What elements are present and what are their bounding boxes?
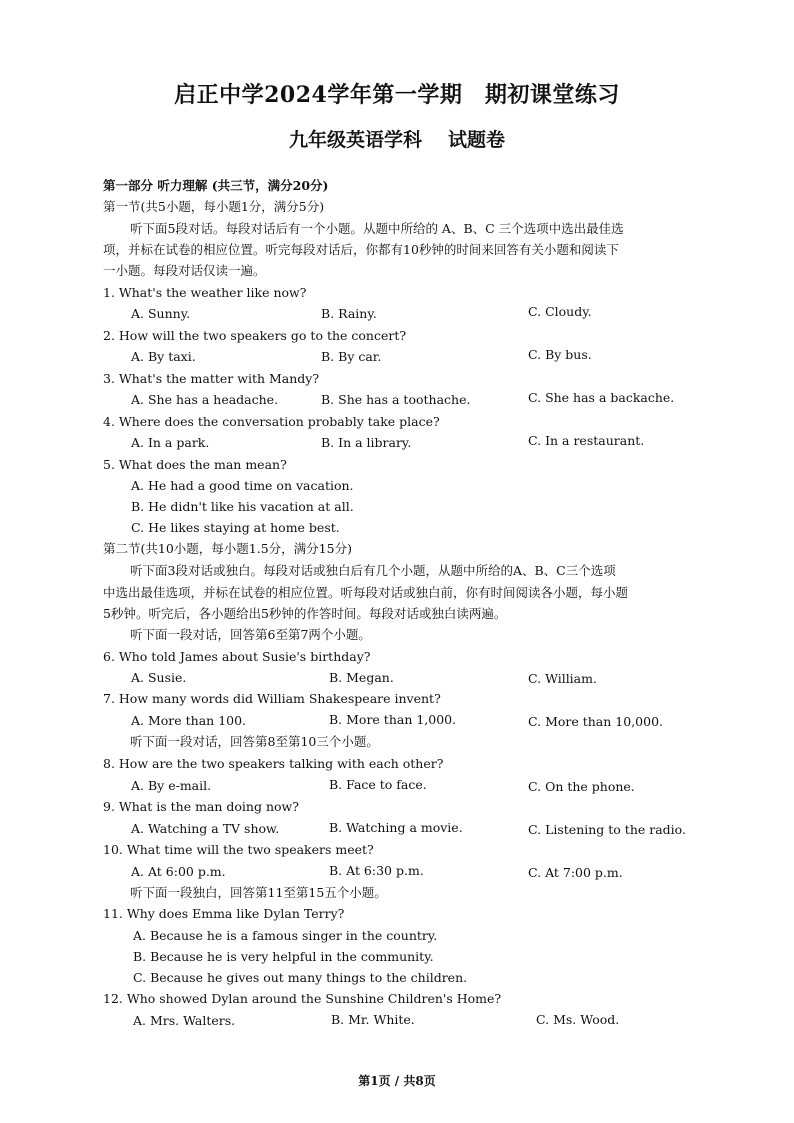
question-12: 12. Who showed Dylan around the Sunshine Children's Home? [103,991,502,1006]
q5-option-c: C. He likes staying at home best. [131,520,340,535]
section2-instruction-line2: 中选出最佳选项，并标在试卷的相应位置。听每段对话或独白前，你有时间阅读各小题，每小题 [103,585,629,600]
question-3: 3. What's the matter with Mandy? [103,371,320,386]
q10-option-c: C. At 7:00 p.m. [528,865,623,880]
q4-option-a: A. In a park. [131,435,210,450]
q10-option-a: A. At 6:00 p.m. [131,864,226,879]
section1-heading: 第一节(共5小题，每小题1分，满分5分) [103,199,325,214]
question-8: 8. How are the two speakers talking with each other? [103,756,444,771]
q3-option-b: B. She has a toothache. [321,392,471,407]
q5-option-a: A. He had a good time on vacation. [131,478,354,493]
question-9: 9. What is the man doing now? [103,799,299,814]
q7-option-a: A. More than 100. [131,713,247,728]
q6-option-b: B. Megan. [329,670,394,685]
question-6: 6. Who told James about Susie's birthday? [103,649,371,664]
page-number: 第1页 / 共8页 [358,1074,436,1088]
q3-option-a: A. She has a headache. [131,392,279,407]
section1-instruction-line3: 一小题。每段对话仅读一遍。 [103,263,266,278]
question-11: 11. Why does Emma like Dylan Terry? [103,906,345,921]
q11-option-c: C. Because he gives out many things to the children. [133,970,468,985]
section1-instruction-line1: 听下面5段对话。每段对话后有一个小题。从题中所给的 A、B、C 三个选项中选出最佳选 [130,221,624,236]
q6-option-c: C. William. [528,671,597,686]
q12-option-b: B. Mr. White. [331,1012,415,1027]
q4-option-b: B. In a library. [321,435,412,450]
q9-option-c: C. Listening to the radio. [528,822,686,837]
q11-option-b: B. Because he is very helpful in the community. [133,949,434,964]
q9-option-b: B. Watching a movie. [329,820,463,835]
q3-option-c: C. She has a backache. [528,390,675,405]
listening-note-3: 听下面一段独白，回答第11至第15五个小题。 [130,885,387,900]
q6-option-a: A. Susie. [131,670,187,685]
q10-option-b: B. At 6:30 p.m. [329,863,424,878]
listening-note-2: 听下面一段对话，回答第8至第10三个小题。 [130,734,379,749]
question-7: 7. How many words did William Shakespeare invent? [103,691,441,706]
question-5: 5. What does the man mean? [103,457,287,472]
listening-note-1: 听下面一段对话，回答第6至第7两个小题。 [130,627,371,642]
q4-option-c: C. In a restaurant. [528,433,645,448]
q11-option-a: A. Because he is a famous singer in the country. [133,928,438,943]
q12-option-a: A. Mrs. Walters. [133,1013,236,1028]
part1-heading: 第一部分 听力理解 (共三节，满分20分) [103,178,329,193]
exam-title: 启正中学2024学年第一学期 期初课堂练习 [174,82,620,108]
section2-heading: 第二节(共10小题，每小题1.5分，满分15分) [103,541,352,556]
section1-instruction-line2: 项，并标在试卷的相应位置。听完每段对话后，你都有10秒钟的时间来回答有关小题和阅读下 [103,242,619,257]
question-4: 4. Where does the conversation probably take place? [103,414,440,429]
q9-option-a: A. Watching a TV show. [131,821,280,836]
paper-type-label: 试题卷 [448,129,506,151]
q2-option-c: C. By bus. [528,347,592,362]
exam-subtitle [0,125,794,152]
q5-option-b: B. He didn't like his vacation at all. [131,499,354,514]
q1-option-c: C. Cloudy. [528,304,592,319]
q2-option-b: B. By car. [321,349,382,364]
section2-instruction-line1: 听下面3段对话或独白。每段对话或独白后有几个小题，从题中所给的A、B、C三个选项 [130,563,616,578]
q7-option-b: B. More than 1,000. [329,712,457,727]
q7-option-c: C. More than 10,000. [528,714,663,729]
question-1: 1. What's the weather like now? [103,285,307,300]
q12-option-c: C. Ms. Wood. [536,1012,620,1027]
q1-option-a: A. Sunny. [131,306,191,321]
section2-instruction-line3: 5秒钟。听完后，各小题给出5秒钟的作答时间。每段对话或独白读两遍。 [103,606,507,621]
q2-option-a: A. By taxi. [131,349,196,364]
q8-option-c: C. On the phone. [528,779,635,794]
q8-option-a: A. By e-mail. [131,778,212,793]
q8-option-b: B. Face to face. [329,777,427,792]
q1-option-b: B. Rainy. [321,306,377,321]
subject-label: 九年级英语学科 [288,129,422,151]
question-10: 10. What time will the two speakers meet? [103,842,374,857]
question-2: 2. How will the two speakers go to the concert? [103,328,407,343]
